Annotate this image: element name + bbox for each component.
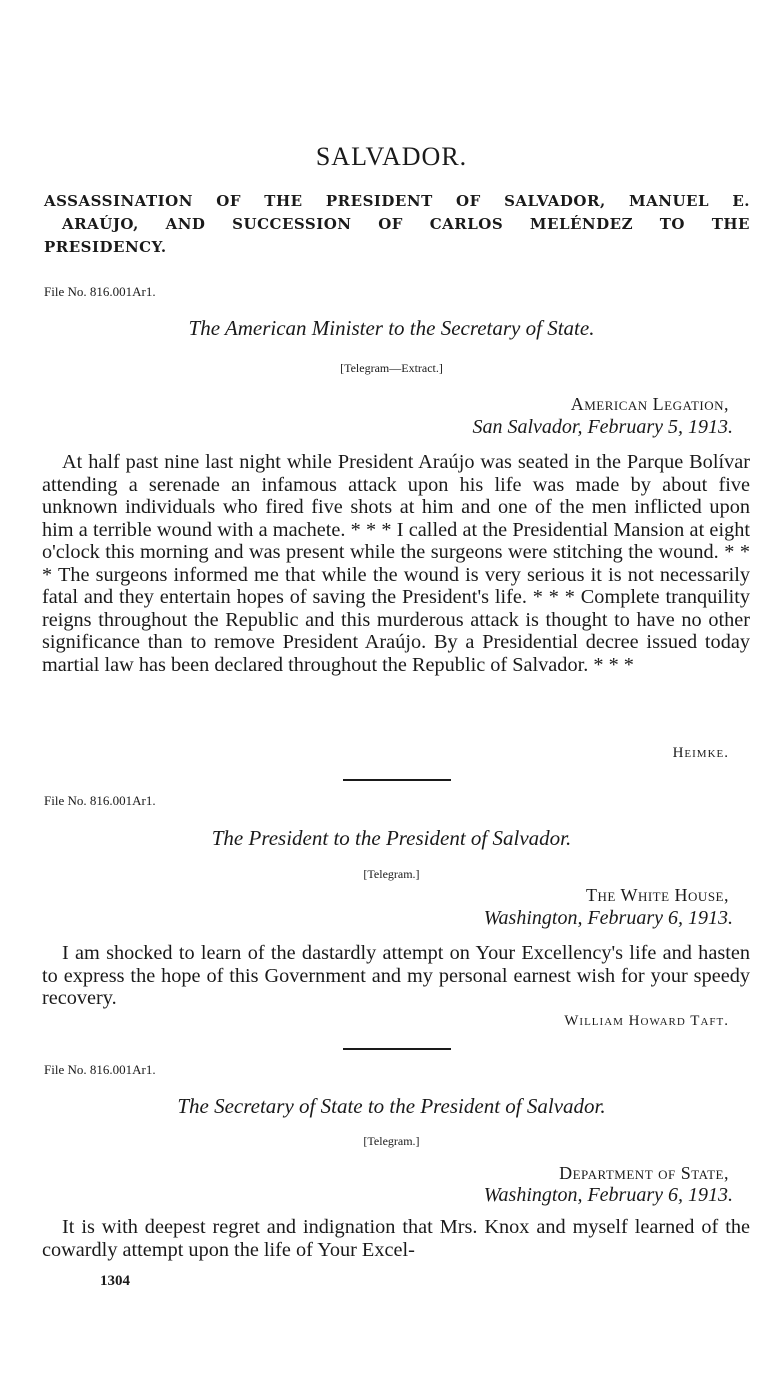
document-subtitle: The Secretary of State to the President of Salvador. [177,1094,606,1118]
section-divider [343,779,451,781]
signature: William Howard Taft. [564,1013,729,1029]
sender-line: Department of State, [559,1163,729,1183]
file-number: File No. 816.001Ar1. [44,284,156,299]
document-headline [44,190,750,259]
document-subtitle: The President to the President of Salvador. [211,826,572,850]
headline-line: PRESIDENCY. [44,238,167,256]
dateline: San Salvador, February 5, 1913. [472,416,733,438]
signature: Heimke. [672,745,729,761]
telegram-label: [Telegram—Extract.] [340,361,443,375]
document-subtitle: The American Minister to the Secretary of State. [188,316,595,340]
sender-line: The White House, [585,885,729,905]
dateline: Washington, February 6, 1913. [483,907,733,929]
file-number: File No. 816.001Ar1. [44,793,156,808]
page-title: SALVADOR. [315,142,468,171]
message-body: At half past nine last night while President Araújo was seated in the Parque Bolívar attending a serenade an infamous attack upon his life was made by about five unknown individuals who fired five shots at him and one of the men inflicted upon him a terrible wound with a machete. * * * I called at the Presidential Mansion at eight o'clock this morning and was present while the surgeons were stitching the wound. * * * The surgeons informed me that while the wound is very serious it is not necessarily fatal and they entertain hopes of saving the President's life. * * * Complete tranquility reigns throughout the Republic and this murderous attack is thought to have no other significance than to remove President Araújo. By a Presidential decree issued today martial law has been declared throughout the Republic of Salvador. * * * [42,451,750,676]
headline-line: ASSASSINATION OF THE PRESIDENT OF SALVADOR, MANUEL E. [44,192,750,210]
message-body: It is with deepest regret and indignation that Mrs. Knox and myself learned of the cowardly attempt upon the life of Your Excel- [42,1216,750,1261]
page-number: 1304 [100,1273,130,1289]
headline-line: ARAÚJO, AND SUCCESSION OF CARLOS MELÉNDEZ TO THE [62,215,750,233]
section-divider [343,1048,451,1050]
telegram-label: [Telegram.] [363,1134,420,1148]
sender-line: American Legation, [570,394,729,414]
dateline: Washington, February 6, 1913. [483,1184,733,1206]
file-number: File No. 816.001Ar1. [44,1062,156,1077]
telegram-label: [Telegram.] [363,867,420,881]
message-body: I am shocked to learn of the dastardly attempt on Your Excellency's life and hasten to express the hope of this Government and my personal earnest wish for your speedy recovery. [42,942,750,1009]
